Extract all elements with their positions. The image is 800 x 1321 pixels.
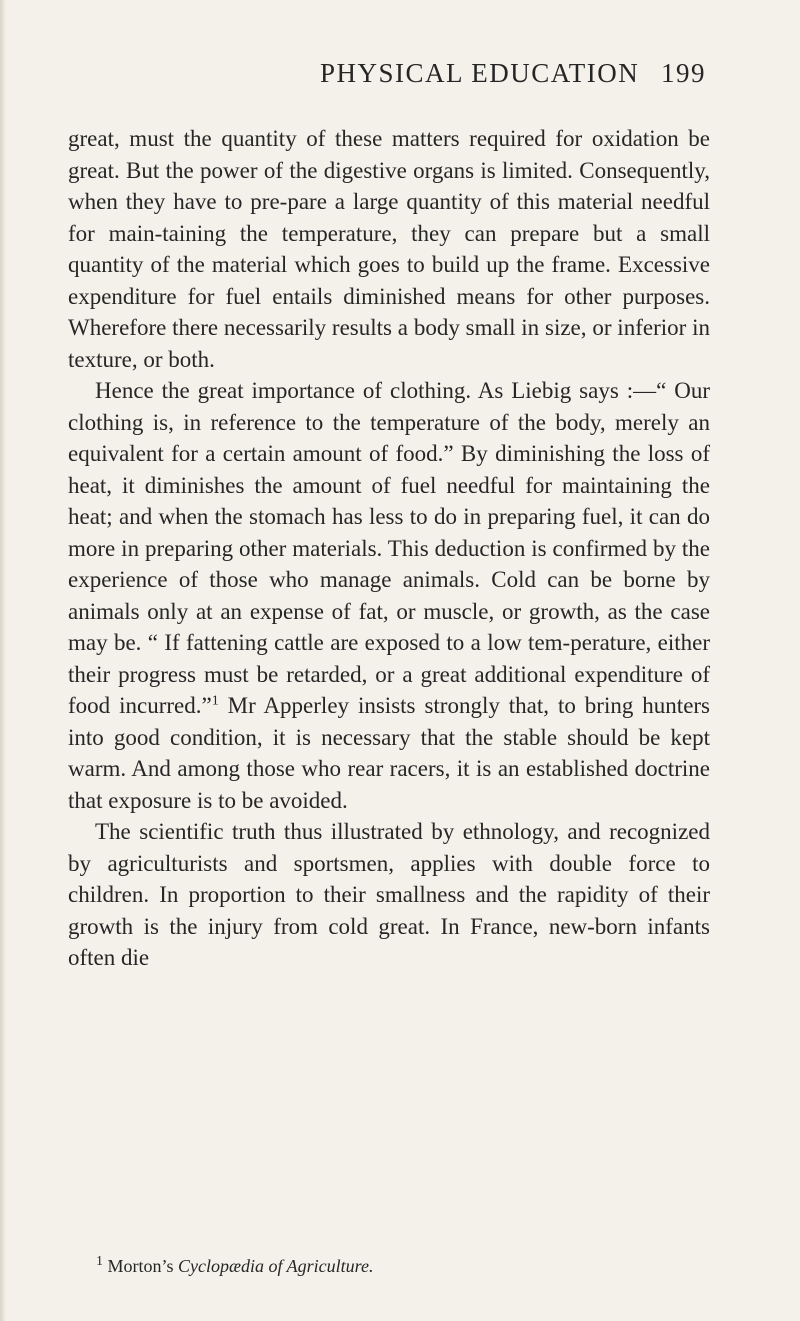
paragraph-clothing-continued: Mr Apperley insists strongly that, to bring hunters into good condition, it is necessary that the stable should be kept warm. And among those who rear racers, it is an established doctrine that exposure is to be avoided. [68, 693, 711, 813]
page-number: 199 [661, 58, 706, 88]
paragraph-children: The scientific truth thus illustrated by ethnology, and recognized by agriculturists and sportsmen, applies with double force to children. In proportion to their smallness and the rapidity of their growth is the injury from cold great. In France, new-born infants often die [68, 819, 710, 970]
running-head [320, 58, 706, 98]
page-gutter [0, 0, 6, 1321]
footnote-reference: 1 [211, 693, 219, 709]
running-head-title: PHYSICAL EDUCATION [320, 58, 640, 88]
footnote-title: Cyclopædia of Agriculture. [178, 1256, 374, 1276]
body-text [68, 123, 710, 974]
footnote-marker: 1 [96, 1254, 103, 1269]
paragraph-clothing-text: Hence the great importance of clothing. As Liebig says :—“ Our clothing is, in reference to the temperature of the body, merely an equivalent for a certain amount of food.” By diminishing the loss of heat, it diminishes the amount of fuel needful for maintaining the heat; and when the stomach has less to do in preparing fuel, it can do more in preparing other materials. This deduction is confirmed by the experience of those who manage animals. Cold can be borne by animals only at an expense of fat, or muscle, or growth, as the case may be. “ If fattening cattle are exposed to a low tem-perature, either their progress must be retarded, or a great additional expenditure of food incurred.” [68, 378, 710, 718]
footnote [96, 1255, 716, 1277]
footnote-text: Morton’s [107, 1256, 179, 1276]
paragraph-clothing [68, 375, 710, 816]
paragraph-continuation: great, must the quantity of these matters required for oxidation be great. But the power of the digestive organs is limited. Consequently, when they have to pre-pare a large quantity of this material needful for main-taining the temperature, they can prepare but a small quantity of the material which goes to build up the frame. Excessive expenditure for fuel entails diminished means for other purposes. Wherefore there necessarily results a body small in size, or inferior in texture, or both. [68, 126, 710, 372]
